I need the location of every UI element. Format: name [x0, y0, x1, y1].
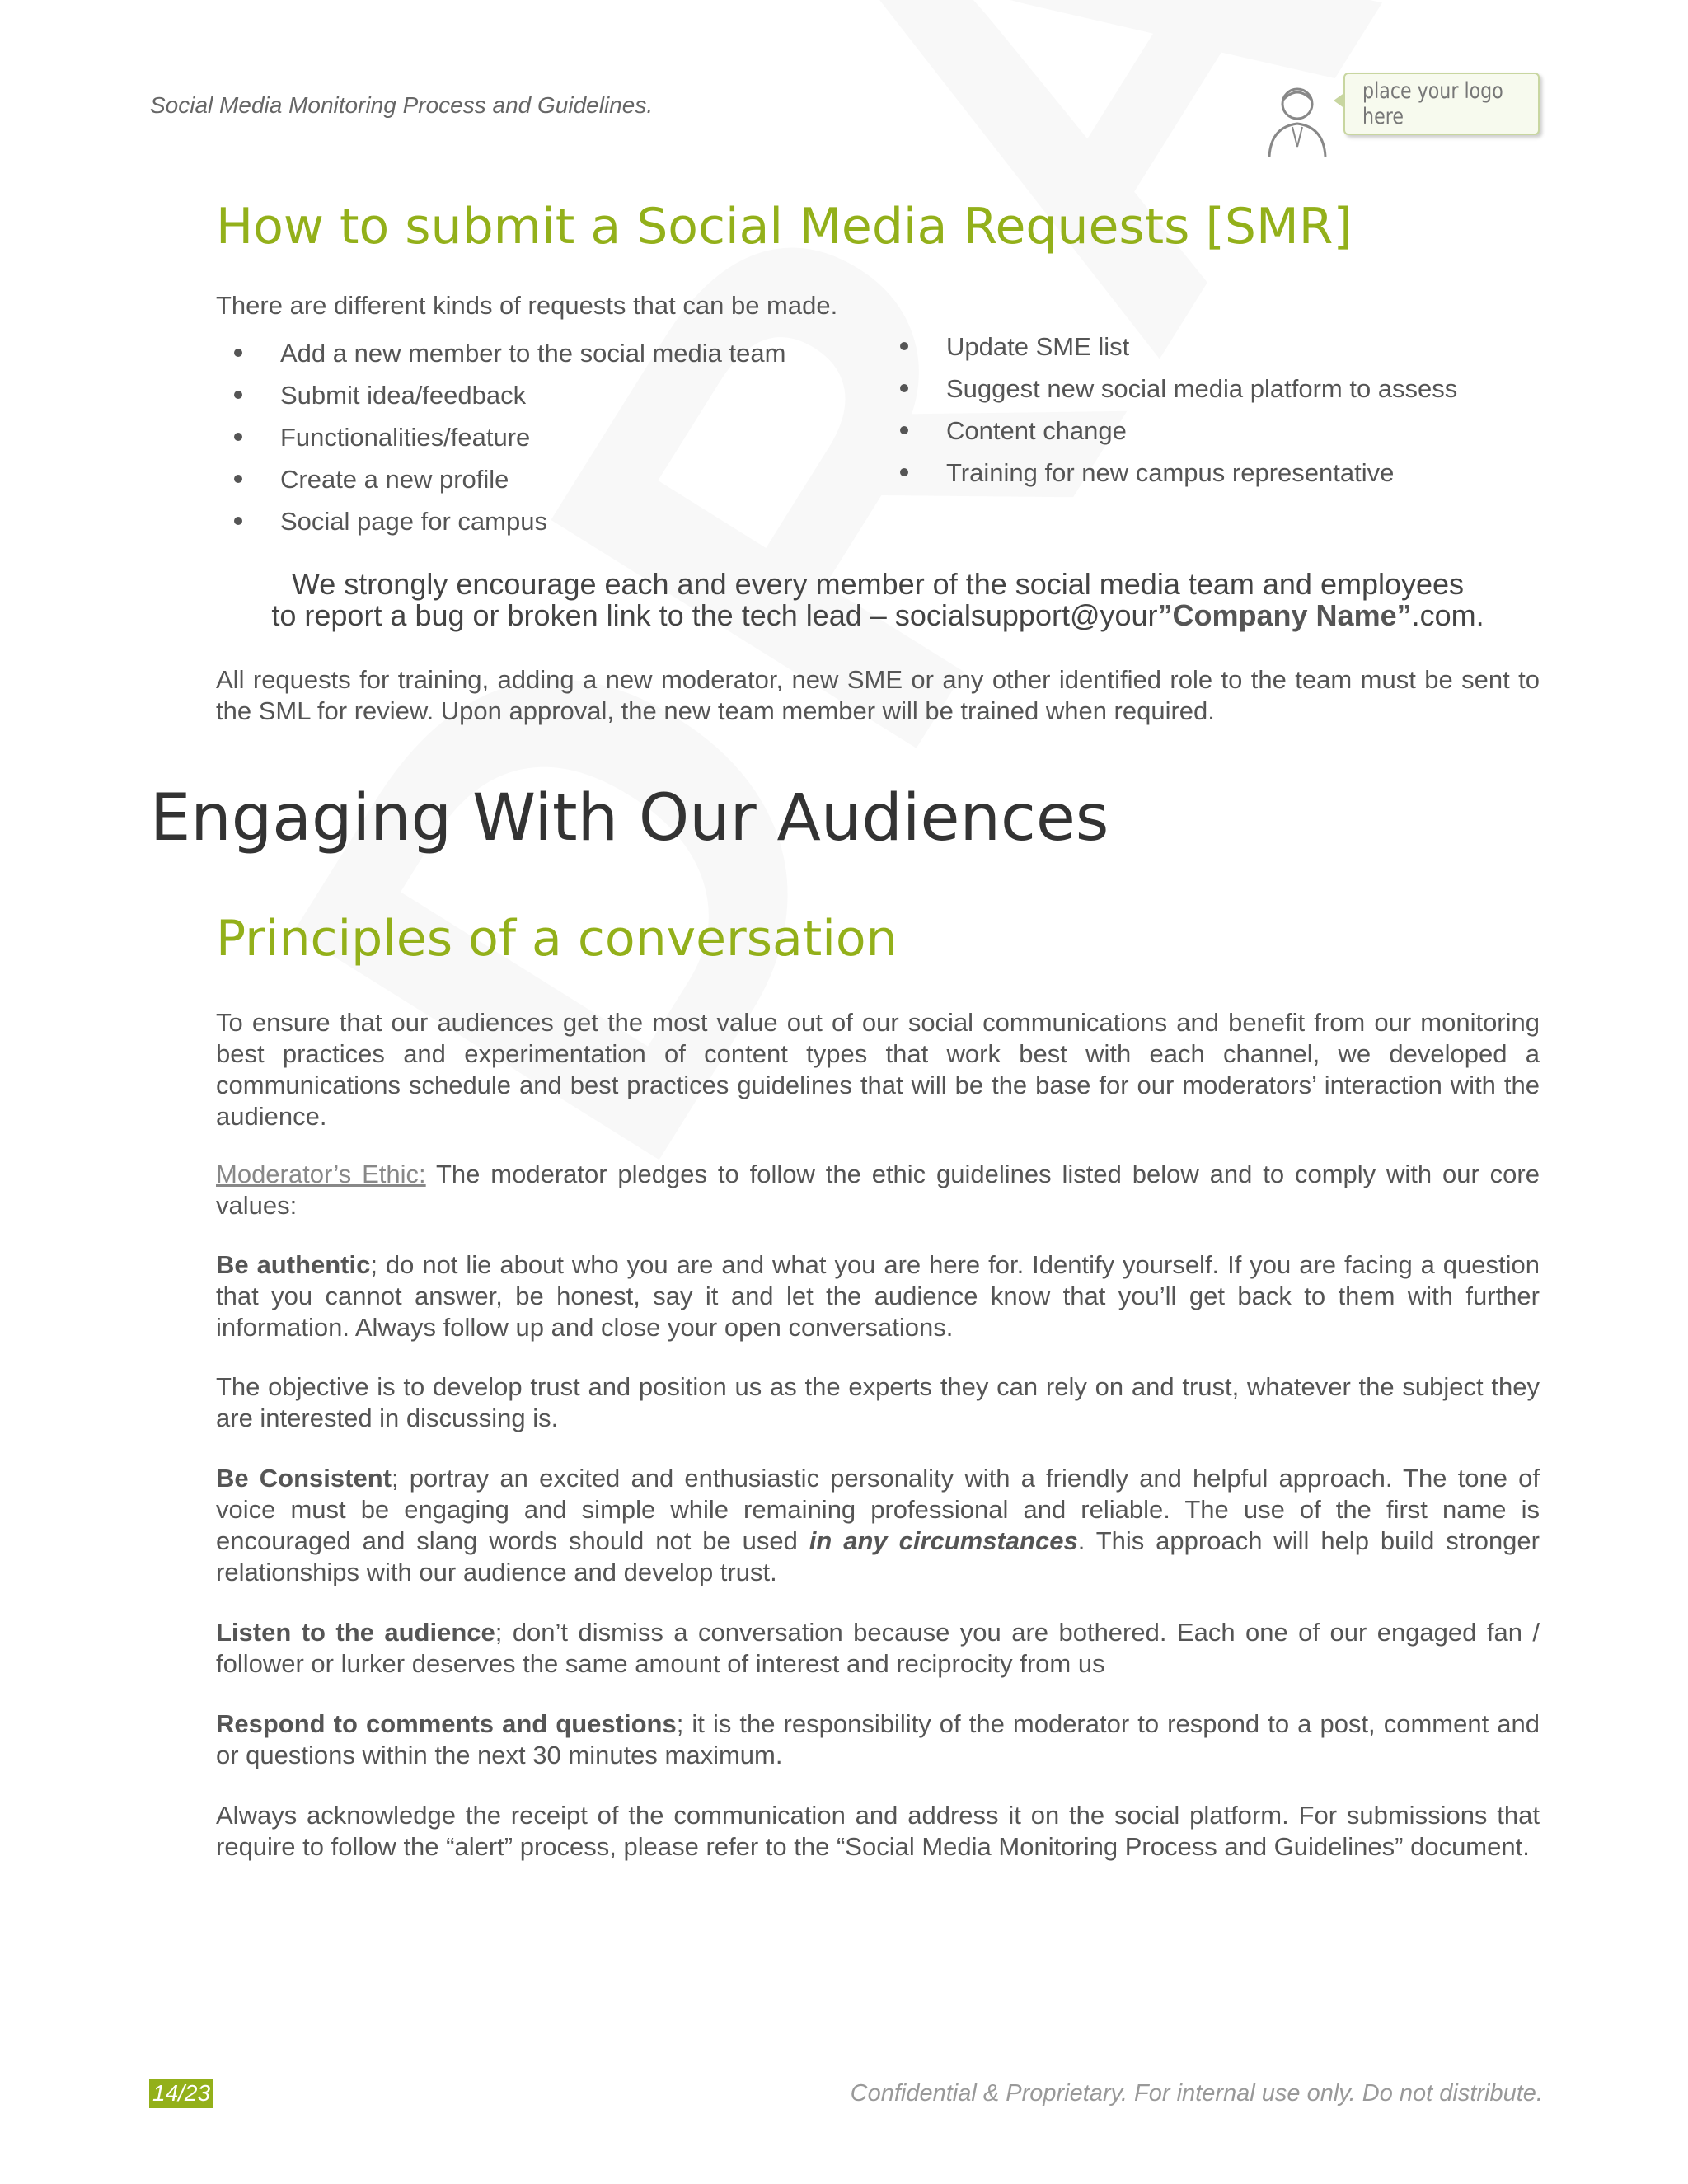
- be-authentic-title: Be authentic: [216, 1250, 371, 1279]
- list-item: [882, 416, 1457, 458]
- engaging-intro-paragraph: To ensure that our audiences get the most value out of our social communications and benefit from our monitoring best practices and experimentation of content types that work best with each channel, we developed a communications schedule and best practices guidelines that will be the base for our moderators’ interaction with the audience.: [216, 1008, 1540, 1131]
- list-item-label: Submit idea/feedback: [280, 381, 527, 410]
- list-item: [216, 465, 785, 507]
- objective-paragraph: The objective is to develop trust and position us as the experts they can rely on and trust, whatever the subject they are interested in discussing is.: [216, 1372, 1540, 1432]
- request-types-list-left: [216, 339, 785, 549]
- bullet-icon: [900, 468, 908, 476]
- listen-title: Listen to the audience: [216, 1618, 495, 1647]
- list-item: [882, 374, 1457, 416]
- list-item: [882, 458, 1457, 500]
- be-authentic-text: ; do not lie about who you are and what you are here for. Identify yourself. If you are facing a question that you cannot answer, be honest, say it and let the audience know that you’ll get back to them with further information. Always follow up and close your open conversations.: [216, 1250, 1540, 1342]
- listen-paragraph: [216, 1617, 1540, 1680]
- person-icon: [1264, 81, 1339, 158]
- list-item: [216, 423, 785, 465]
- smr-intro: There are different kinds of requests that can be made.: [216, 291, 838, 320]
- list-item-label: Add a new member to the social media team: [280, 339, 786, 368]
- principles-subheading: Principles of a conversation: [216, 910, 898, 968]
- page-number: 14/23: [149, 2079, 213, 2108]
- logo-placeholder: [1264, 68, 1541, 158]
- logo-speech-bubble: [1343, 73, 1540, 135]
- confidential-notice: Confidential & Proprietary. For internal use only. Do not distribute.: [850, 2080, 1543, 2107]
- listen-text: ; don’t dismiss a conversation because you are bothered. Each one of our engaged fan / follower or lurker deserves the same amount of interest and reciprocity from us: [216, 1618, 1540, 1678]
- list-item-label: Suggest new social media platform to assess: [946, 374, 1458, 403]
- bullet-icon: [234, 433, 242, 441]
- list-item: [216, 381, 785, 423]
- bullet-icon: [234, 517, 242, 525]
- smr-heading: How to submit a Social Media Requests [SMR]: [216, 198, 1353, 255]
- list-item-label: Create a new profile: [280, 465, 509, 494]
- be-consistent-text-1: ; portray an excited and enthusiastic personality with a friendly and helpful approach. The tone of voice must be engaging and simple while remaining professional and reliable. The use of the first name is encouraged and slang words should not be used: [216, 1464, 1540, 1555]
- ethic-paragraph: [216, 1159, 1540, 1221]
- list-item: [216, 339, 785, 381]
- bullet-icon: [234, 349, 242, 357]
- request-types-list-right: [882, 332, 1457, 500]
- list-item: [882, 332, 1457, 374]
- bullet-icon: [234, 391, 242, 399]
- bullet-icon: [900, 426, 908, 434]
- respond-paragraph: [216, 1708, 1540, 1771]
- document-header-title: Social Media Monitoring Process and Guidelines.: [150, 92, 654, 118]
- be-authentic-paragraph: [216, 1249, 1540, 1343]
- list-item-label: Functionalities/feature: [280, 423, 531, 452]
- list-item-label: Update SME list: [946, 332, 1130, 361]
- list-item-label: Training for new campus representative: [946, 458, 1395, 487]
- encourage-line-1: We strongly encourage each and every member of the social media team and employees: [291, 567, 1465, 601]
- encourage-line-2: [216, 600, 1540, 631]
- logo-text: place your logo here: [1362, 78, 1503, 129]
- requests-paragraph: All requests for training, adding a new moderator, new SME or any other identified role to the team must be sent to the SML for review. Upon approval, the new team member will be trained when required.: [216, 665, 1540, 725]
- be-consistent-paragraph: [216, 1463, 1540, 1588]
- list-item-label: Content change: [946, 416, 1127, 445]
- be-consistent-text-2: . This approach will help build stronger relationships with our audience and develop trust.: [216, 1526, 1540, 1586]
- bullet-icon: [234, 475, 242, 483]
- be-consistent-emphasis: in any circumstances: [809, 1526, 1078, 1555]
- encourage-line-2-suffix: .com.: [1411, 598, 1484, 632]
- be-consistent-title: Be Consistent: [216, 1464, 392, 1493]
- engaging-heading: Engaging With Our Audiences: [150, 781, 1109, 855]
- list-item: [216, 507, 785, 549]
- encourage-line-2-text: to report a bug or broken link to the tech lead – socialsupport@your: [271, 598, 1158, 632]
- bullet-icon: [900, 384, 908, 392]
- ethic-text: The moderator pledges to follow the ethic guidelines listed below and to comply with our core values:: [216, 1160, 1540, 1220]
- acknowledge-paragraph: Always acknowledge the receipt of the communication and address it on the social platform. For submissions that require to follow the “alert” process, please refer to the “Social Media Monitoring Process and Guidelines” document.: [216, 1801, 1540, 1861]
- respond-text: ; it is the responsibility of the moderator to respond to a post, comment and or questions within the next 30 minutes maximum.: [216, 1709, 1540, 1769]
- list-item-label: Social page for campus: [280, 507, 547, 536]
- moderator-ethic-link[interactable]: Moderator’s Ethic:: [216, 1160, 426, 1188]
- bullet-icon: [900, 342, 908, 350]
- respond-title: Respond to comments and questions: [216, 1709, 677, 1738]
- company-name-placeholder: ”Company Name”: [1157, 598, 1412, 632]
